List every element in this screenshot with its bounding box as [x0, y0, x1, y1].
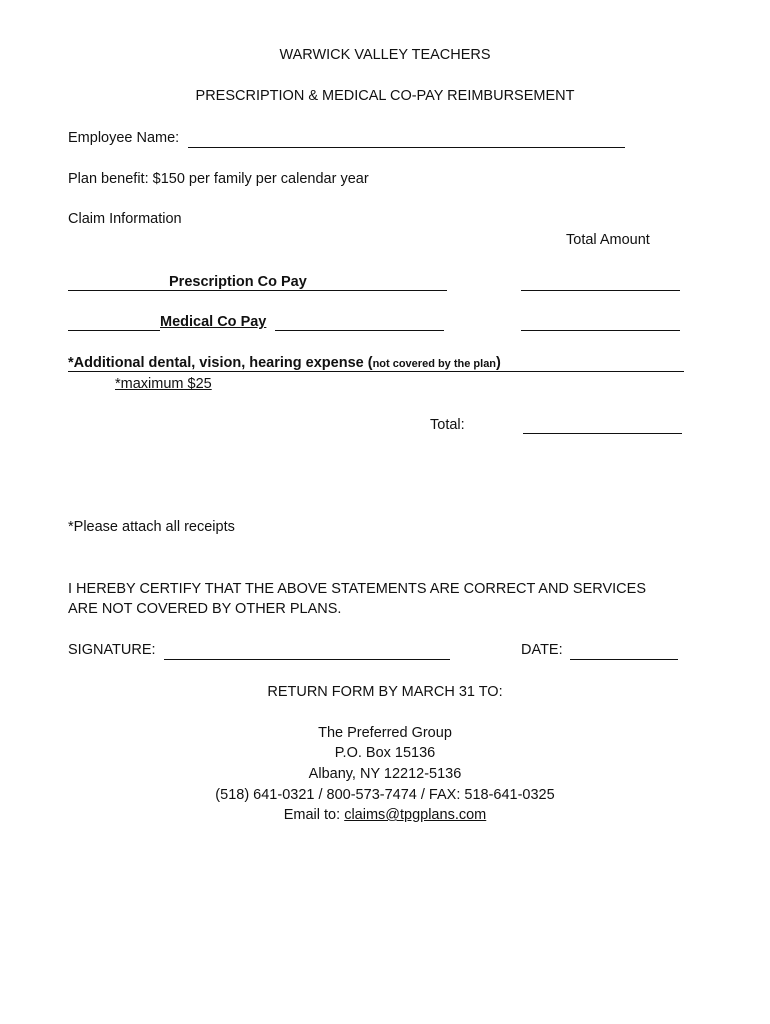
- signature-underline: [164, 659, 450, 660]
- return-po-box: P.O. Box 15136: [334, 745, 436, 761]
- total-amount-header: Total Amount: [566, 232, 650, 248]
- form-organization: WARWICK VALLEY TEACHERS: [279, 47, 491, 63]
- medical-row-underline-left: [68, 330, 160, 331]
- total-underline: [523, 433, 682, 434]
- employee-name-underline: [188, 147, 625, 148]
- additional-expense-note: not covered by the plan: [372, 358, 497, 370]
- return-company: The Preferred Group: [318, 725, 452, 741]
- prescription-row-underline: [68, 290, 447, 291]
- medical-copay-label: Medical Co Pay: [160, 314, 267, 330]
- email-link[interactable]: claims@tpgplans.com: [344, 807, 487, 823]
- medical-amount-field[interactable]: [521, 314, 680, 330]
- return-phones: (518) 641-0321 / 800-573-7474 / FAX: 518-641-0325: [215, 787, 555, 803]
- additional-expense-underline: [68, 371, 684, 372]
- email-label: Email to:: [283, 807, 341, 823]
- total-label: Total:: [430, 417, 465, 433]
- medical-amount-underline: [521, 330, 680, 331]
- return-heading: RETURN FORM BY MARCH 31 TO:: [267, 684, 503, 700]
- additional-expense-close: ): [496, 355, 501, 371]
- claim-information-label: Claim Information: [68, 211, 182, 227]
- date-field[interactable]: [570, 643, 678, 659]
- date-underline: [570, 659, 678, 660]
- signature-field[interactable]: [164, 643, 450, 659]
- return-email-line: [0, 807, 770, 823]
- date-label: DATE:: [521, 642, 563, 658]
- prescription-copay-label: Prescription Co Pay: [169, 274, 307, 290]
- employee-name-field[interactable]: [188, 131, 625, 147]
- medical-row-underline-right: [275, 330, 444, 331]
- certify-line-2: ARE NOT COVERED BY OTHER PLANS.: [68, 601, 342, 617]
- additional-expense-line: [68, 355, 501, 371]
- prescription-amount-underline: [521, 290, 680, 291]
- additional-expense-label: *Additional dental, vision, hearing expense (: [68, 355, 373, 371]
- additional-expense-amount-field[interactable]: [532, 355, 684, 371]
- certify-line-1: I HEREBY CERTIFY THAT THE ABOVE STATEMENTS ARE CORRECT AND SERVICES: [68, 581, 646, 597]
- employee-name-label: Employee Name:: [68, 130, 180, 146]
- form-title: PRESCRIPTION & MEDICAL CO-PAY REIMBURSEMENT: [195, 88, 575, 104]
- maximum-note: *maximum $25: [115, 376, 212, 392]
- return-city: Albany, NY 12212-5136: [308, 766, 462, 782]
- prescription-amount-field[interactable]: [521, 274, 680, 290]
- total-amount-field[interactable]: [523, 417, 682, 433]
- attach-receipts-note: *Please attach all receipts: [68, 519, 235, 535]
- signature-label: SIGNATURE:: [68, 642, 156, 658]
- plan-benefit-text: Plan benefit: $150 per family per calendar year: [68, 171, 369, 187]
